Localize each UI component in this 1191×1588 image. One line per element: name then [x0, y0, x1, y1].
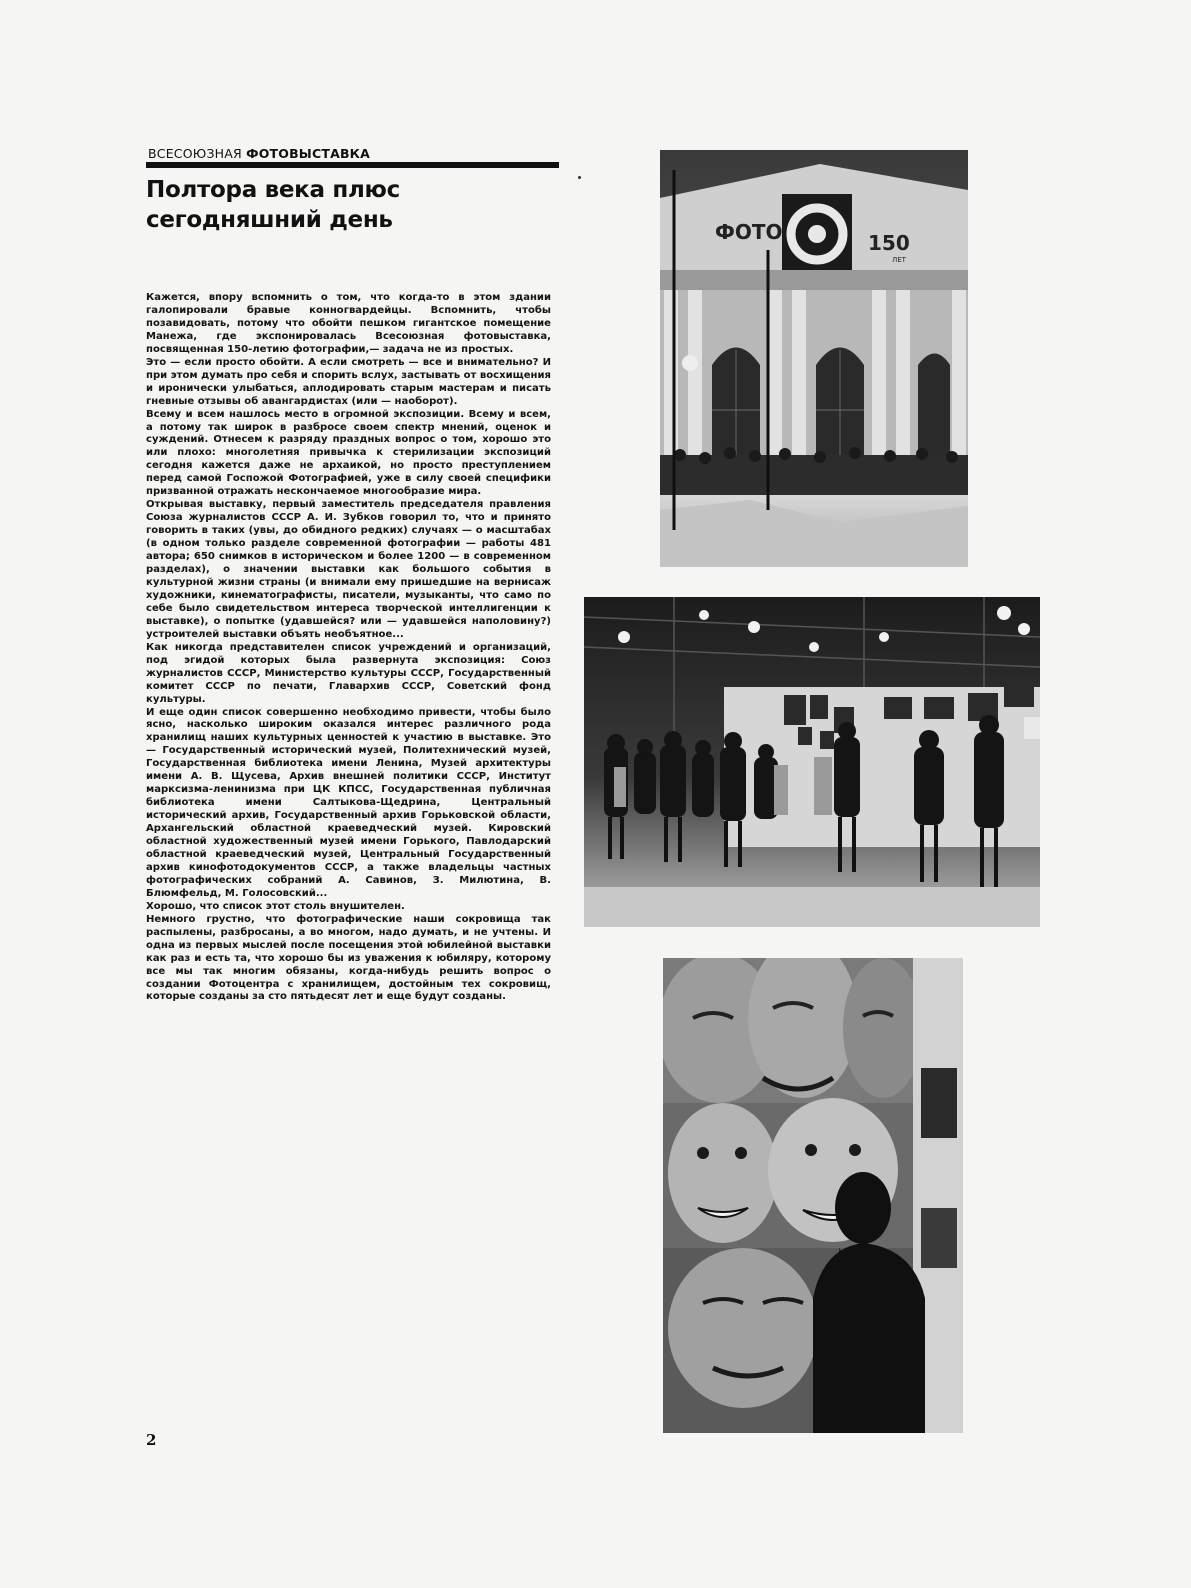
paragraph: Как никогда представителен список учреждений и организаций, под эгидой которых была развернута экспозиция: Союз журналистов СССР, Министерство культуры СССР, Государственный комитет СССР по печати, Главархив СССР, Советский фонд культуры. [146, 641, 551, 705]
paragraph: Открывая выставку, первый заместитель председателя правления Союза журналистов СССР А. И. Зубков говорил то, что и принято говорить в таких (увы, до обидного редких) случаях — о масштабах (в одном только разделе современной фотографии — работы 481 автора; 650 снимков в историческом и более 1200 — в современном разделах), о значении выставки как большого события в культурной жизни страны (и внимали ему пришедшие на вернисаж художники, кинематографисты, писатели, музыканты, что само по себе было свидетельством интереса творческой интеллигенции к выставке), о попытке (удавшейся? или — удавшейся наполовину?) устроителей выставки объять необъятное... [146, 499, 551, 640]
exhibition-hall-image [584, 597, 1040, 927]
page-number: 2 [146, 1431, 157, 1449]
paragraph: Это — если просто обойти. А если смотреть — все и внимательно? И при этом думать про себя и спорить вслух, застывать от восхищения и иронически улыбаться, аплодировать старым мастерам и писать гневные отзывы об авангардистах (или — наоборот). [146, 356, 551, 407]
title-line-1: Полтора века плюс [146, 177, 400, 203]
rubric-bold: ФОТОВЫСТАВКА [246, 146, 370, 161]
paragraph: Кажется, впору вспомнить о том, что когда-то в этом здании галопировали бравые конногвардейцы. Вспомнить, чтобы позавидовать, потому что обойти пешком гигантское помещение Манежа, где экспонировалась Всесоюзная фотовыставка, посвященная 150-летию фотографии,— задача не из простых. [146, 292, 551, 355]
title-line-2: сегодняшний день [146, 207, 393, 233]
paragraph: Всему и всем нашлось место в огромной экспозиции. Всему и всем, а потому так широк в разбросе своем спектр мнений, оценок и суждений. Отнесем к разряду праздных вопрос о том, хорошо это или плохо: многолетняя привычка к стерилизации экспозиций сегодня кажется даже не архаикой, но просто преступлением перед самой Госпожой Фотографией, уже в силу своей специфики призванной отражать нескончаемое многообразие мира. [146, 408, 551, 498]
photo-exhibition-hall [584, 597, 1040, 927]
sign-unit: ЛЕТ [892, 256, 906, 264]
section-rubric [148, 146, 370, 161]
rubric-light: ВСЕСОЮЗНАЯ [148, 146, 242, 161]
portrait-collage-image [663, 958, 963, 1433]
header-rule [146, 162, 559, 168]
print-speck [578, 176, 581, 179]
article-title [146, 175, 526, 235]
photo-manege-facade [660, 150, 968, 567]
paragraph: Хорошо, что список этот столь внушителен. [146, 900, 405, 912]
sign-word: ФОТО [715, 220, 783, 244]
paragraph: И еще один список совершенно необходимо привести, чтобы было ясно, насколько широким оказался интерес различного рода хранилищ наших культурных ценностей к участию в выставке. Это — Государственный исторический музей, Политехнический музей, Государственная библиотека имени Ленина, Музей архитектуры имени А. В. Щусева, Архив внешней политики СССР, Институт марксизма-ленинизма при ЦК КПСС, Государственная публичная библиотека имени Салтыкова-Щедрина, Центральный исторический архив, Государственный архив Горьковской области, Архангельский областной краеведческий музей. Кировский областной художественный музей имени Горького, Павлодарский областной краеведческий музей, Центральный Государственный архив кинофотодокументов СССР, а также владельцы частных фотографических собраний А. Савинов, З. Милютина, В. Блюмфельд, М. Голосовский... [146, 706, 551, 899]
sign-number: 150 [868, 231, 910, 255]
article-body [146, 292, 551, 1004]
manege-facade-image [660, 150, 968, 567]
photo-portrait-collage [663, 958, 963, 1433]
paragraph: Немного грустно, что фотографические наши сокровища так распылены, разбросаны, а во многом, надо думать, и не учтены. И одна из первых мыслей после посещения этой юбилейной выставки как раз и есть та, что хорошо бы из уважения к юбиляру, которому все мы так многим обязаны, когда-нибудь решить вопрос о создании Фотоцентра с хранилищем, достойным тех сокровищ, которые созданы за сто пятьдесят лет и еще будут созданы. [146, 913, 551, 1003]
